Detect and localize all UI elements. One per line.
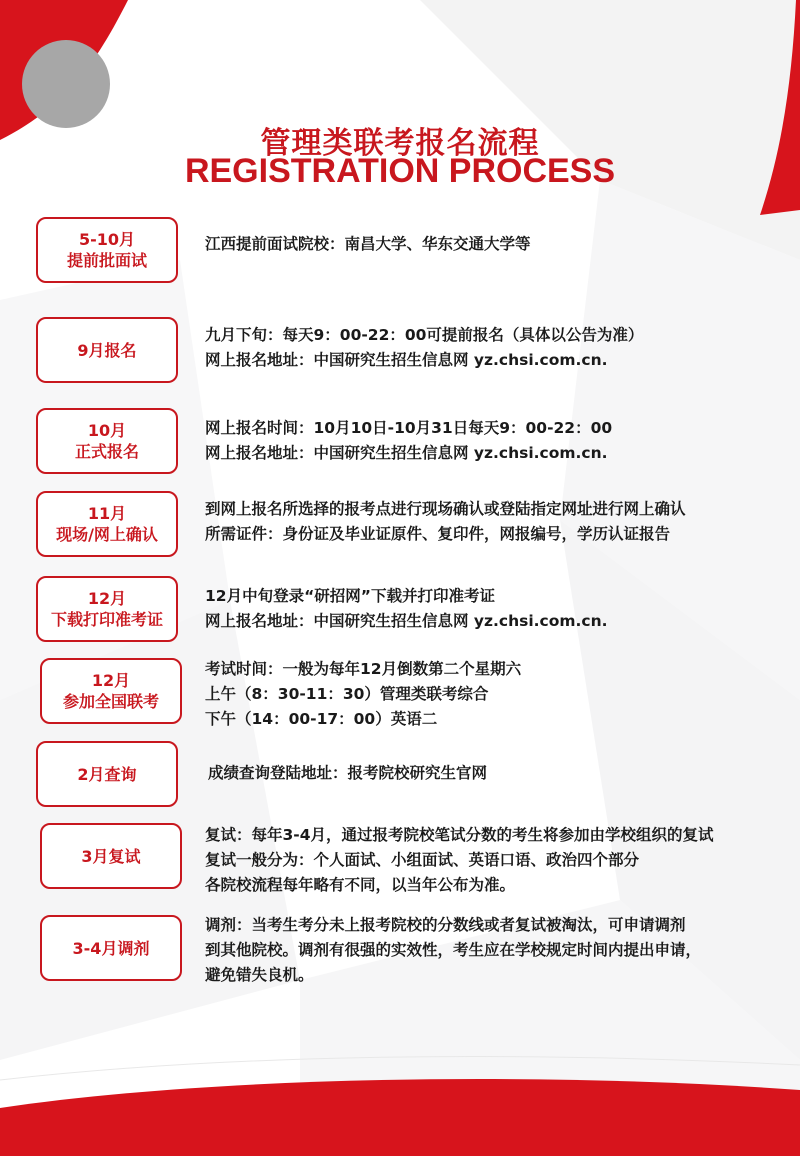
step-period-label: 2月查询 [36, 741, 178, 807]
step-period-label: 11月 现场/网上确认 [36, 491, 178, 557]
step-description: 12月中旬登录“研招网”下载并打印准考证 网上报名地址：中国研究生招生信息网 yz.chsi.com.cn. [205, 587, 608, 630]
step-period-label: 9月报名 [36, 317, 178, 383]
step-description: 到网上报名所选择的报考点进行现场确认或登陆指定网址进行网上确认 所需证件：身份证及毕业证原件、复印件，网报编号，学历认证报告 [205, 500, 686, 543]
page-title-en: REGISTRATION PROCESS [184, 152, 616, 190]
step-period-label: 10月 正式报名 [36, 408, 178, 474]
step-description: 江西提前面试院校：南昌大学、华东交通大学等 [205, 235, 531, 253]
step-description: 复试：每年3-4月，通过报考院校笔试分数的考生将参加由学校组织的复试 复试一般分为：个人面试、小组面试、英语口语、政治四个部分 各院校流程每年略有不同，以当年公布为准。 [205, 826, 714, 894]
step-period-label: 12月 参加全国联考 [40, 658, 182, 724]
step-description: 考试时间：一般为每年12月倒数第二个星期六 上午（8：30-11：30）管理类联考综合 下午（14：00-17：00）英语二 [205, 660, 522, 728]
step-description: 调剂：当考生考分未上报考院校的分数线或者复试被淘汰，可申请调剂 到其他院校。调剂有很强的实效性，考生应在学校规定时间内提出申请， 避免错失良机。 [205, 916, 702, 984]
page-title-cn: 管理类联考报名流程 [260, 126, 540, 161]
step-period-label: 3-4月调剂 [40, 915, 182, 981]
step-period-label: 3月复试 [40, 823, 182, 889]
step-description: 九月下旬：每天9：00-22：00可提前报名（具体以公告为准） 网上报名地址：中国研究生招生信息网 yz.chsi.com.cn. [205, 326, 644, 369]
step-period-label: 5-10月 提前批面试 [36, 217, 178, 283]
step-description: 网上报名时间：10月10日-10月31日每天9：00-22：00 网上报名地址：中国研究生招生信息网 yz.chsi.com.cn. [205, 419, 613, 462]
step-period-label: 12月 下载打印准考证 [36, 576, 178, 642]
step-description: 成绩查询登陆地址：报考院校研究生官网 [208, 764, 488, 782]
